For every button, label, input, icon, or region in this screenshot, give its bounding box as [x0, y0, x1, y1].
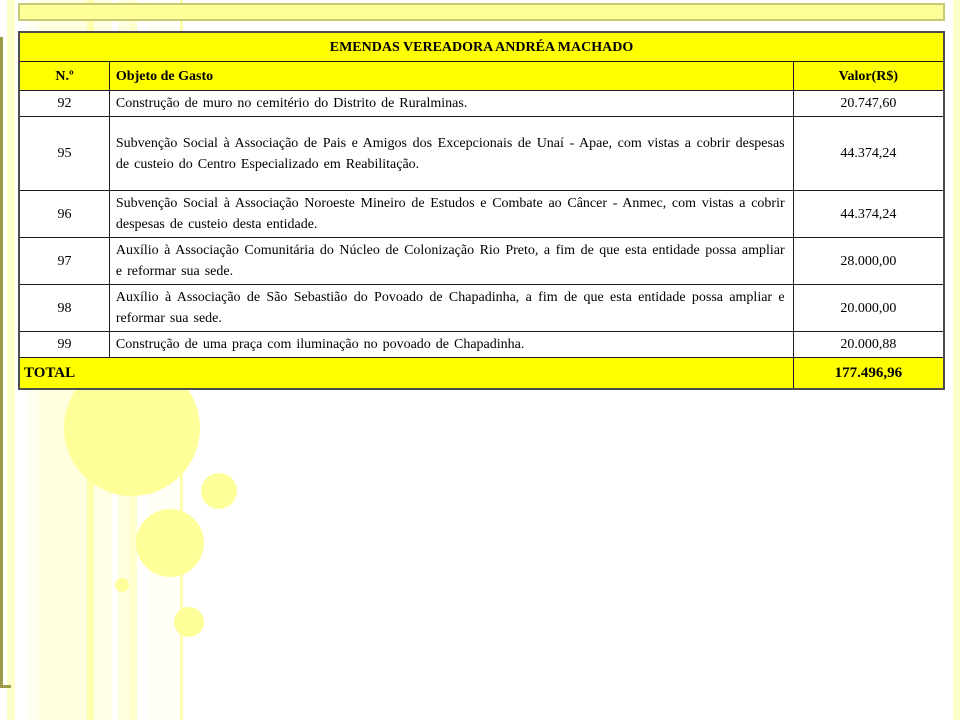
table-row — [19, 191, 944, 238]
row-num: 95 — [19, 117, 109, 191]
row-num: 98 — [19, 285, 109, 332]
row-object: Construção de muro no cemitério do Distrito de Ruralminas. — [109, 91, 793, 117]
left-accent-line — [0, 37, 11, 688]
column-header-value: Valor(R$) — [793, 62, 944, 91]
row-object: Auxílio à Associação de São Sebastião do Povoado de Chapadinha, a fim de que esta entidade possa ampliar e reformar sua sede. — [109, 285, 793, 332]
row-num: 96 — [19, 191, 109, 238]
row-value: 28.000,00 — [793, 238, 944, 285]
title-placeholder-bar — [18, 3, 945, 21]
emendas-table — [18, 31, 945, 390]
row-object: Auxílio à Associação Comunitária do Núcleo de Colonização Rio Preto, a fim de que esta entidade possa ampliar e reformar sua sede. — [109, 238, 793, 285]
row-value: 20.747,60 — [793, 91, 944, 117]
table-row — [19, 285, 944, 332]
total-label: TOTAL — [19, 358, 793, 390]
table-title: EMENDAS VEREADORA ANDRÉA MACHADO — [19, 32, 944, 62]
column-header-object: Objeto de Gasto — [109, 62, 793, 91]
decorative-circle — [201, 473, 237, 509]
total-value: 177.496,96 — [793, 358, 944, 390]
row-value: 20.000,88 — [793, 332, 944, 358]
column-header-num: N.º — [19, 62, 109, 91]
row-num: 92 — [19, 91, 109, 117]
table-row — [19, 91, 944, 117]
row-object: Subvenção Social à Associação de Pais e Amigos dos Excepcionais de Unaí - Apae, com vistas a cobrir despesas de custeio do Centro Especializado em Reabilitação. — [109, 117, 793, 191]
decorative-circle — [136, 509, 204, 577]
table-header-row — [19, 62, 944, 91]
row-value: 44.374,24 — [793, 191, 944, 238]
row-object: Subvenção Social à Associação Noroeste Mineiro de Estudos e Combate ao Câncer - Anmec, com vistas a cobrir despesas de custeio desta entidade. — [109, 191, 793, 238]
table-row — [19, 117, 944, 191]
table-row — [19, 332, 944, 358]
row-value: 44.374,24 — [793, 117, 944, 191]
row-num: 97 — [19, 238, 109, 285]
table-total-row — [19, 358, 944, 390]
background-stripe — [953, 0, 960, 720]
row-object: Construção de uma praça com iluminação no povoado de Chapadinha. — [109, 332, 793, 358]
table-title-row — [19, 32, 944, 62]
decorative-circle — [115, 578, 129, 592]
decorative-circle — [174, 607, 204, 637]
table-row — [19, 238, 944, 285]
row-value: 20.000,00 — [793, 285, 944, 332]
row-num: 99 — [19, 332, 109, 358]
